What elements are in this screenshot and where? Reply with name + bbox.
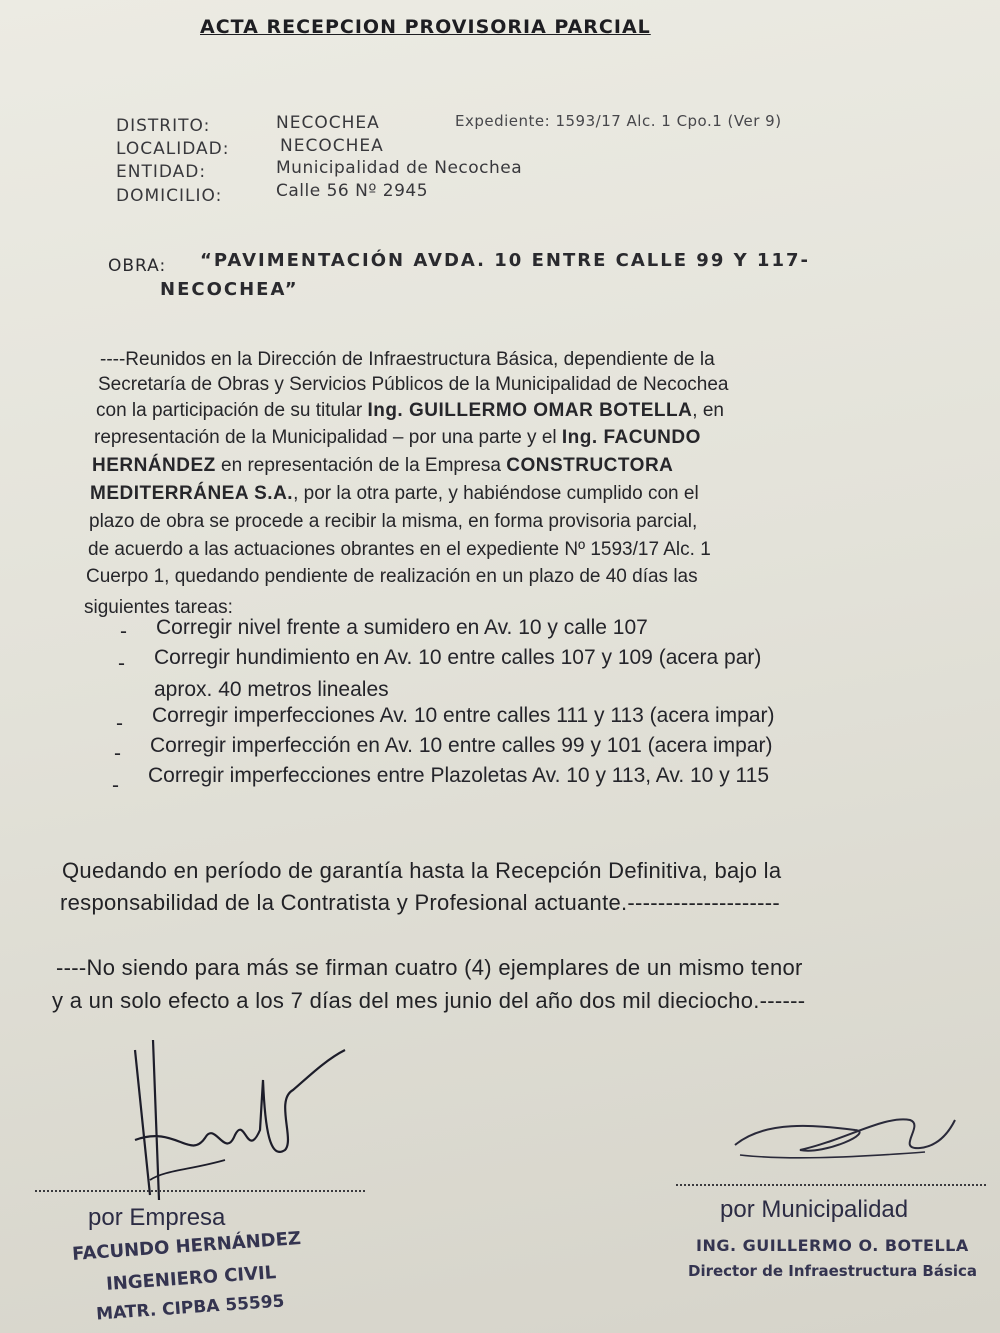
guarantee-line-1: Quedando en período de garantía hasta la Recepción Definitiva, bajo la bbox=[62, 858, 782, 883]
localidad-label: LOCALIDAD: bbox=[116, 139, 230, 159]
expediente-reference: Expediente: 1593/17 Alc. 1 Cpo.1 (Ver 9) bbox=[455, 112, 782, 130]
body-line-4: representación de la Municipalidad – por una parte y el Ing. FACUNDO bbox=[94, 427, 701, 448]
task-dash: - bbox=[112, 774, 119, 797]
company-signature-line bbox=[35, 1190, 365, 1192]
task-dash: - bbox=[116, 712, 123, 735]
task-item: Corregir nivel frente a sumidero en Av. 10 y calle 107 bbox=[156, 616, 648, 639]
body-line-5: HERNÁNDEZ en representación de la Empresa CONSTRUCTORA bbox=[92, 455, 674, 476]
localidad-value: NECOCHEA bbox=[280, 136, 384, 156]
company-signature-caption: por Empresa bbox=[88, 1204, 226, 1231]
closing-line-2: y a un solo efecto a los 7 días del mes junio del año dos mil dieciocho.------ bbox=[52, 988, 806, 1013]
municipality-stamp-title: Director de Infraestructura Básica bbox=[688, 1262, 978, 1280]
body-line-6: MEDITERRÁNEA S.A., por la otra parte, y habiéndose cumplido con el bbox=[90, 483, 699, 504]
task-item-continued: aprox. 40 metros lineales bbox=[154, 678, 389, 701]
distrito-value: NECOCHEA bbox=[276, 113, 380, 133]
task-item: Corregir hundimiento en Av. 10 entre calles 107 y 109 (acera par) bbox=[154, 646, 762, 669]
obra-label: OBRA: bbox=[108, 256, 167, 276]
body-line-10: siguientes tareas: bbox=[84, 597, 233, 618]
domicilio-label: DOMICILIO: bbox=[116, 186, 223, 206]
company-stamp-name: FACUNDO HERNÁNDEZ bbox=[71, 1228, 302, 1265]
task-item: Corregir imperfecciones Av. 10 entre calles 111 y 113 (acera impar) bbox=[152, 704, 775, 727]
task-item: Corregir imperfección en Av. 10 entre calles 99 y 101 (acera impar) bbox=[150, 734, 773, 757]
entidad-label: ENTIDAD: bbox=[116, 162, 207, 182]
task-item: Corregir imperfecciones entre Plazoletas Av. 10 y 113, Av. 10 y 115 bbox=[148, 764, 770, 787]
company-stamp-title: INGENIERO CIVIL bbox=[105, 1262, 277, 1295]
body-line-7: plazo de obra se procede a recibir la misma, en forma provisoria parcial, bbox=[89, 511, 698, 532]
distrito-label: DISTRITO: bbox=[116, 116, 211, 136]
body-line-9: Cuerpo 1, quedando pendiente de realización en un plazo de 40 días las bbox=[86, 566, 698, 587]
company-stamp-registration: MATR. CIPBA 55595 bbox=[95, 1291, 286, 1325]
municipality-signature-caption: por Municipalidad bbox=[720, 1196, 909, 1223]
task-dash: - bbox=[114, 742, 121, 765]
task-dash: - bbox=[118, 652, 125, 675]
body-line-8: de acuerdo a las actuaciones obrantes en el expediente Nº 1593/17 Alc. 1 bbox=[88, 539, 711, 560]
body-line-2: Secretaría de Obras y Servicios Públicos de la Municipalidad de Necochea bbox=[98, 374, 729, 395]
obra-title-line-1: “PAVIMENTACIÓN AVDA. 10 ENTRE CALLE 99 Y 117- bbox=[200, 250, 810, 271]
body-line-3: con la participación de su titular Ing. GUILLERMO OMAR BOTELLA, en bbox=[96, 400, 724, 421]
closing-line-1: ----No siendo para más se firman cuatro (4) ejemplares de un mismo tenor bbox=[56, 955, 803, 980]
municipality-signature bbox=[725, 1100, 965, 1180]
obra-title-line-2: NECOCHEA” bbox=[160, 279, 299, 300]
guarantee-line-2: responsabilidad de la Contratista y Profesional actuante.-------------------- bbox=[60, 890, 780, 915]
domicilio-value: Calle 56 Nº 2945 bbox=[276, 181, 429, 201]
entidad-value: Municipalidad de Necochea bbox=[276, 158, 523, 178]
municipality-signature-line bbox=[676, 1184, 986, 1186]
task-dash: - bbox=[120, 620, 127, 643]
municipality-stamp-name: ING. GUILLERMO O. BOTELLA bbox=[696, 1236, 969, 1255]
document-title: ACTA RECEPCION PROVISORIA PARCIAL bbox=[200, 16, 651, 38]
body-line-1: ----Reunidos en la Dirección de Infraestructura Básica, dependiente de la bbox=[100, 349, 715, 370]
